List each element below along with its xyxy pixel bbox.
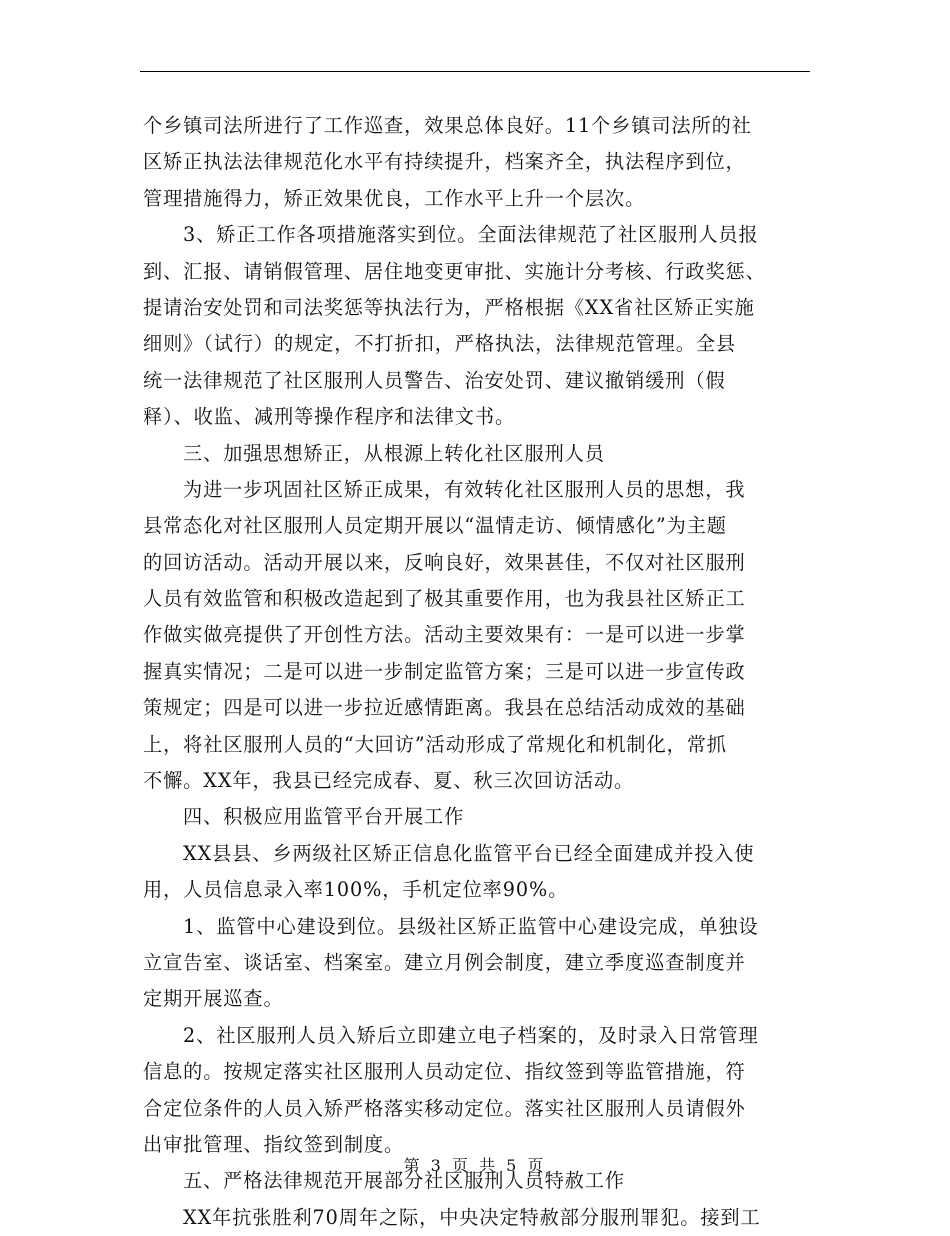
paragraph-start: 1、监管中心建设到位。县级社区矫正监管中心建设完成，单独设	[183, 914, 759, 938]
text-line: 上，将社区服刑人员的“大回访”活动形成了常规化和机制化，常抓	[143, 732, 727, 756]
text-line: 细则》（试行）的规定，不打折扣，严格执法，法律规范管理。全县	[143, 332, 737, 356]
paragraph-start: XX县县、乡两级社区矫正信息化监管平台已经全面建成并投入使	[183, 841, 755, 865]
text-line: 管理措施得力，矫正效果优良，工作水平上升一个层次。	[143, 186, 646, 210]
text-line: 策规定；四是可以进一步拉近感情距离。我县在总结活动成效的基础	[143, 696, 746, 720]
header-rule	[140, 71, 810, 72]
text-line: 合定位条件的人员入矫严格落实移动定位。落实社区服刑人员请假外	[143, 1096, 746, 1120]
text-line: 个乡镇司法所进行了工作巡查，效果总体良好。11个乡镇司法所的社	[143, 114, 752, 137]
paragraph-start: XX年抗张胜利70周年之际，中央决定特赦部分服刑罪犯。接到工	[183, 1205, 761, 1229]
text-line: 定期开展巡查。	[143, 987, 284, 1011]
text-line: 县常态化对社区服刑人员定期开展以“温情走访、倾情感化”为主题	[143, 514, 727, 538]
section-heading: 四、积极应用监管平台开展工作	[183, 805, 465, 829]
text-line: 到、汇报、请销假管理、居住地变更审批、实施计分考核、行政奖惩、	[143, 259, 766, 283]
document-body	[143, 108, 809, 1236]
text-line: 区矫正执法法律规范化水平有持续提升，档案齐全，执法程序到位，	[143, 150, 746, 174]
text-line: 人员有效监管和积极改造起到了极其重要作用，也为我县社区矫正工	[143, 587, 746, 611]
section-heading: 三、加强思想矫正，从根源上转化社区服刑人员	[183, 441, 605, 465]
text-line: 握真实情况；二是可以进一步制定监管方案；三是可以进一步宣传政	[143, 659, 746, 683]
section-heading: 五、严格法律规范开展部分社区服刑人员特赦工作	[183, 1169, 625, 1193]
text-line: 立宣告室、谈话室、档案室。建立月例会制度，建立季度巡查制度并	[143, 950, 746, 974]
text-line: 提请治安处罚和司法奖惩等执法行为，严格根据《XX省社区矫正实施	[143, 295, 755, 319]
page-number: 第 3 页 共 5 页	[403, 1156, 547, 1175]
paragraph-start: 3、矫正工作各项措施落实到位。全面法律规范了社区服刑人员报	[183, 223, 759, 247]
text-line: 出审批管理、指纹签到制度。	[143, 1132, 405, 1156]
paragraph-start: 2、社区服刑人员入矫后立即建立电子档案的，及时录入日常管理	[183, 1023, 759, 1047]
text-line: 信息的。按规定落实社区服刑人员动定位、指纹签到等监管措施，符	[143, 1060, 746, 1084]
text-line: 统一法律规范了社区服刑人员警告、治安处罚、建议撤销缓刑（假	[143, 368, 726, 392]
text-line: 的回访活动。活动开展以来，反响良好，效果甚佳，不仅对社区服刑	[143, 550, 746, 574]
text-line: 作做实做亮提供了开创性方法。活动主要效果有：一是可以进一步掌	[143, 623, 746, 647]
paragraph-start: 为进一步巩固社区矫正成果，有效转化社区服刑人员的思想，我	[183, 477, 746, 501]
text-line: 不懈。XX年，我县已经完成春、夏、秋三次回访活动。	[143, 769, 635, 793]
text-line: 释）、收监、减刑等操作程序和法律文书。	[143, 405, 516, 429]
text-line: 用，人员信息录入率100%，手机定位率90%。	[143, 878, 569, 902]
